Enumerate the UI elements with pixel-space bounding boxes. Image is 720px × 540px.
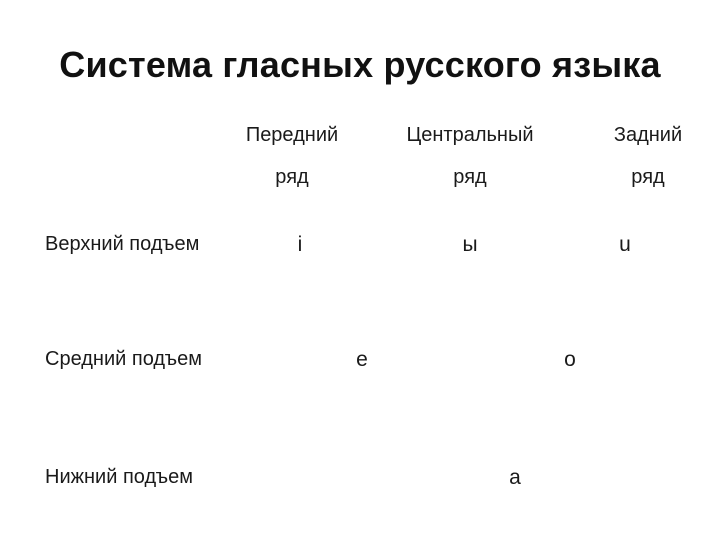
slide-title: Система гласных русского языка — [59, 44, 661, 85]
column-header-central-line2: ряд — [453, 166, 487, 188]
row-label-high: Верхний подъем — [45, 233, 200, 255]
column-header-back-line1: Задний — [613, 124, 683, 146]
row-label-mid: Средний подъем — [45, 348, 202, 370]
vowel-low-central: a — [509, 466, 521, 489]
column-header-back-line2: ряд — [631, 166, 665, 188]
column-header-back — [592, 114, 704, 198]
vowel-mid-back: o — [564, 348, 576, 371]
row-label-low: Нижний подъем — [45, 466, 194, 488]
column-header-central — [398, 114, 542, 198]
column-header-front — [232, 114, 352, 198]
vowel-high-back: u — [619, 233, 631, 256]
vowel-high-central: ы — [462, 233, 478, 256]
column-header-front-line2: ряд — [275, 166, 309, 188]
vowel-high-front: i — [297, 233, 303, 256]
column-header-central-line1: Центральный — [406, 124, 534, 146]
vowel-mid-front: e — [356, 348, 368, 371]
column-header-front-line1: Передний — [245, 124, 339, 146]
